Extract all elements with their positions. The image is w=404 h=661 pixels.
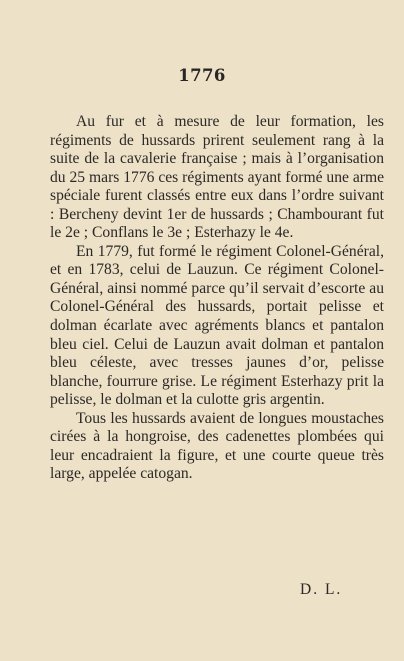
body-text — [50, 113, 384, 484]
year-heading: 1776 — [178, 66, 226, 85]
author-signature: D. L. — [300, 581, 343, 598]
paragraph-hussard-appearance: Tous les hussards avaient de longues moustaches cirées à la hongroise, des cadenettes plombées qui leur encadraient la figure, et une courte queue très large, appelée catogan. — [50, 409, 384, 483]
paragraph-regiment-order: Au fur et à mesure de leur formation, les régiments de hussards prirent seulement rang à la suite de la cavalerie française ; mais à l’organisation du 25 mars 1776 ces régiments ayant formé une arme spéciale furent classés entre eux dans l’ordre suivant : Bercheny devint 1er de hussards ; Chambourant fut le 2e ; Conflans le 3e ; Esterhazy le 4e. — [50, 113, 384, 242]
paragraph-colonel-general-lauzun: En 1779, fut formé le régiment Colonel-Général, et en 1783, celui de Lauzun. Ce régiment Colonel-Général, ainsi nommé parce qu’il servait d’escorte au Colonel-Général des hussards, portait pelisse et dolman écarlate avec agréments blancs et pantalon bleu ciel. Celui de Lauzun avait dolman et pantalon bleu céleste, avec tresses jaunes d’or, pelisse blanche, fourrure grise. Le régiment Esterhazy prit la pelisse, le dolman et la culotte gris argentin. — [50, 242, 384, 409]
